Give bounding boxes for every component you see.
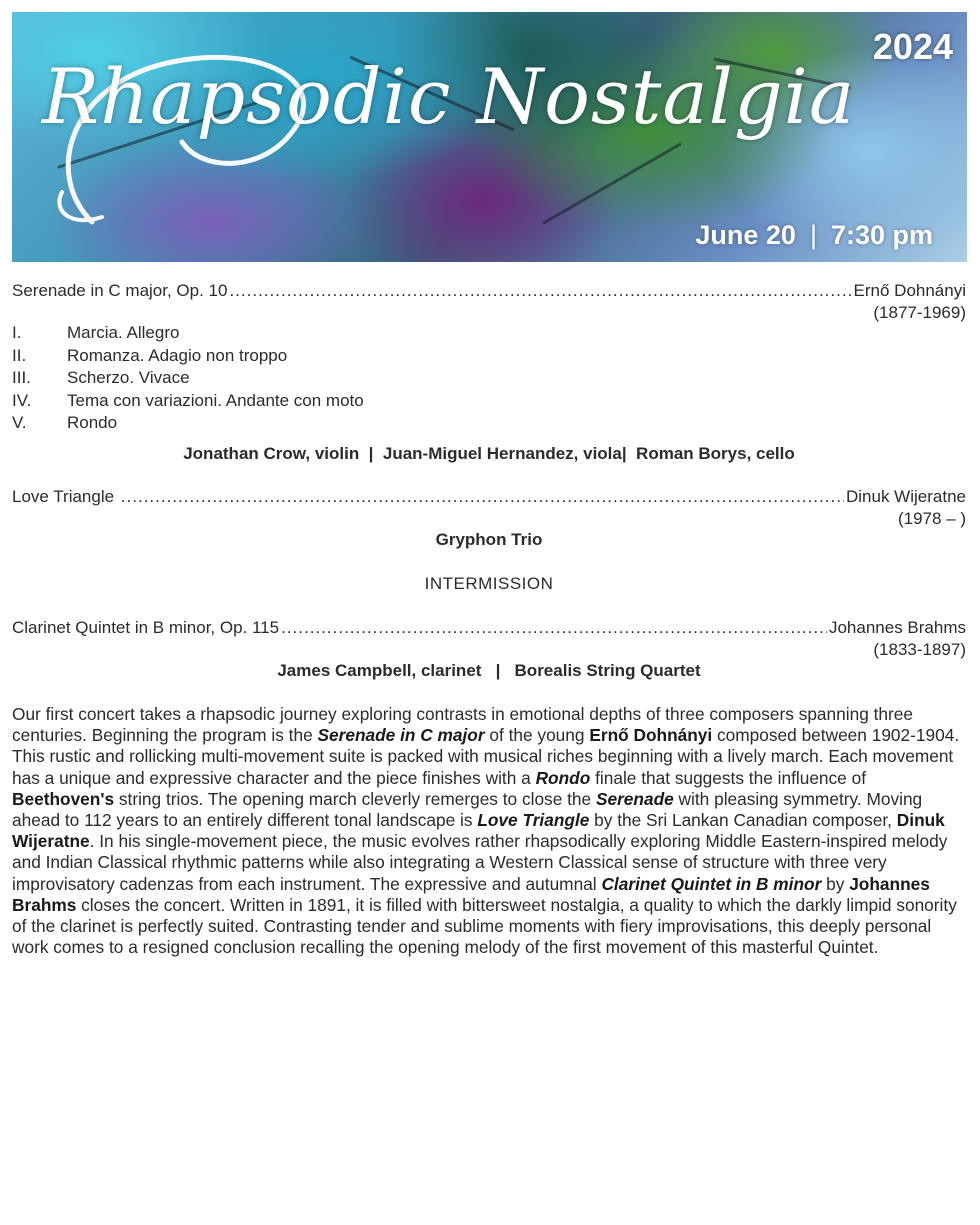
movement-name: Rondo [67, 413, 118, 432]
leader-dots [229, 280, 851, 302]
notes-text: composed between 1902-1904. This rustic and rollicking multi-movement suite is packed with musical riches beginning with a lively march. Each movement has a unique and expressive character and the piece finishes with a [12, 725, 960, 788]
banner-year: 2024 [872, 26, 953, 67]
composer-years: (1978 – ) [897, 509, 966, 528]
notes-text: of the young [484, 725, 590, 746]
piece-composer: Johannes Brahms [828, 618, 966, 637]
movement-name: Scherzo. Vivace [67, 368, 190, 387]
date-time-separator: | [809, 220, 817, 250]
program-notes [12, 704, 970, 958]
movement-item [12, 412, 364, 435]
notes-text: by the Sri Lankan Canadian composer, [589, 810, 897, 831]
notes-text: . In his single-movement piece, the music evolves rather rhapsodically exploring Middle Eastern-inspired melody and Indian Classical rhythmic patterns while also integrating a Western Classical sense of structure with three very improvisatory cadenzas from each instrument. The expressive and autumnal [12, 831, 948, 894]
notes-emphasis: Ernő Dohnányi [589, 725, 713, 746]
notes-text: by [821, 873, 850, 894]
movement-item [12, 322, 364, 345]
notes-emphasis: Clarinet Quintet in B minor [601, 873, 822, 894]
program-entry-1 [12, 280, 966, 324]
movement-item [12, 390, 364, 413]
notes-emphasis: Serenade [595, 788, 674, 809]
notes-text: Our first concert takes a rhapsodic journey exploring contrasts in emotional depths of three composers spanning three centuries. Beginning the program is the [12, 704, 914, 746]
notes-emphasis: Johannes Brahms [12, 873, 930, 915]
piece-composer: Ernő Dohnányi [853, 281, 966, 300]
program-entry-2 [12, 486, 966, 530]
notes-emphasis: Serenade in C major [317, 725, 485, 746]
concert-time: 7:30 pm [830, 220, 933, 250]
notes-text: string trios. The opening march cleverly remerges to close the [114, 788, 596, 809]
movement-number: V. [12, 413, 27, 432]
intermission-label: INTERMISSION [424, 574, 554, 593]
performers-piece-2: Gryphon Trio [435, 530, 543, 549]
piece-title: Serenade in C major, Op. 10 [12, 281, 228, 300]
notes-text: with pleasing symmetry. Moving ahead to 112 years to an entirely different tonal landscape is [12, 788, 923, 831]
movement-item [12, 345, 364, 368]
leader-dots [281, 617, 827, 639]
leader-dots [121, 486, 844, 508]
banner-datetime [695, 220, 933, 251]
composer-years: (1877-1969) [873, 303, 966, 322]
banner-title: Rhapsodic Nostalgia [42, 52, 856, 141]
notes-text: finale that suggests the influence of [590, 767, 867, 788]
movement-list [12, 322, 364, 435]
notes-emphasis: Beethoven's [12, 788, 115, 809]
movement-number: IV. [12, 390, 32, 410]
header-banner [12, 12, 967, 262]
movement-number: I. [12, 323, 22, 342]
composer-years: (1833-1897) [873, 640, 966, 659]
movement-name: Romanza. Adagio non troppo [67, 345, 288, 365]
movement-name: Tema con variazioni. Andante con moto [67, 390, 364, 410]
notes-emphasis: Love Triangle [477, 810, 590, 831]
movement-name: Marcia. Allegro [67, 323, 180, 342]
performers-piece-3: James Campbell, clarinet | Borealis String Quartet [277, 661, 701, 680]
notes-emphasis: Rondo [535, 767, 591, 788]
concert-date: June 20 [695, 220, 796, 250]
movement-item [12, 367, 364, 390]
performers-piece-1: Jonathan Crow, violin | Juan-Miguel Hernandez, viola| Roman Borys, cello [183, 444, 795, 463]
notes-emphasis: Dinuk Wijeratne [12, 810, 945, 852]
ink-vein [542, 142, 682, 225]
piece-composer: Dinuk Wijeratne [846, 487, 966, 506]
piece-title: Love Triangle [12, 487, 119, 506]
movement-number: III. [12, 368, 31, 387]
piece-title: Clarinet Quintet in B minor, Op. 115 [12, 618, 280, 637]
movement-number: II. [12, 345, 27, 365]
program-entry-3 [12, 617, 966, 661]
notes-text: closes the concert. Written in 1891, it is filled with bittersweet nostalgia, a quality to which the darkly limpid sonority of the clarinet is perfectly suited. Contrasting tender and sublime moments with fiery improvisations, this deeply personal work comes to a resigned conclusion recalling the opening melody of the first movement of this masterful Quintet. [12, 894, 957, 958]
